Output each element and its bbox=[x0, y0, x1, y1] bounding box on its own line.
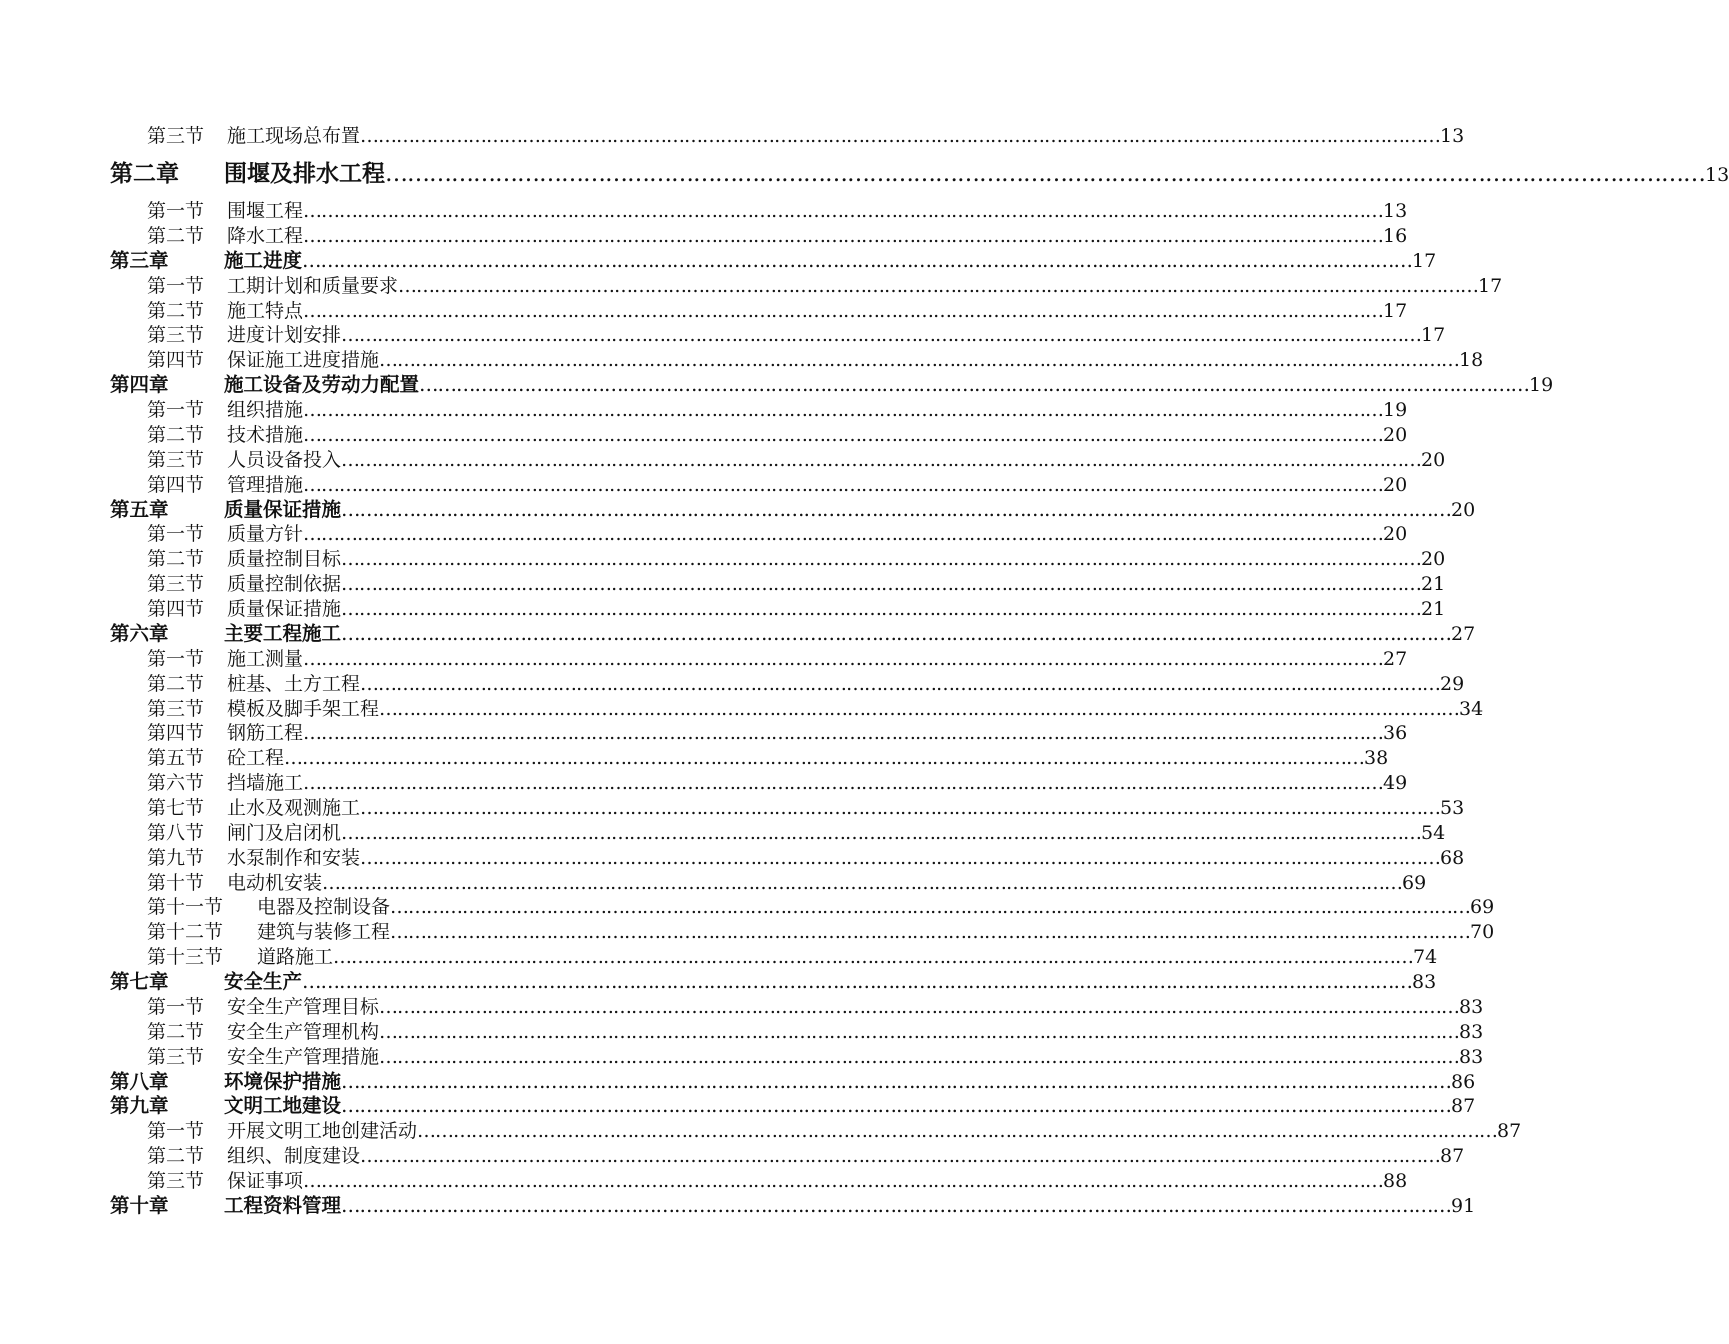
toc-section-entry[interactable] bbox=[147, 995, 1484, 1019]
dot-leader: ……………………………………………………………………………………………………………………………………………………………… bbox=[303, 299, 1384, 322]
toc-section-entry[interactable] bbox=[147, 1119, 1522, 1143]
toc-section-entry[interactable] bbox=[147, 796, 1465, 820]
section-number: 第九节 bbox=[147, 846, 205, 869]
page-number: 83 bbox=[1459, 1045, 1484, 1068]
section-title: 进度计划安排 bbox=[227, 324, 342, 347]
dot-leader: ……………………………………………………………………………………………………………………………………………………………… bbox=[303, 647, 1384, 670]
section-title: 水泵制作和安装 bbox=[227, 846, 361, 869]
page-number: 87 bbox=[1497, 1120, 1522, 1143]
section-number: 第二节 bbox=[147, 225, 205, 247]
dot-leader: ……………………………………………………………………………………………………………………………………………………………… bbox=[360, 1145, 1441, 1168]
toc-section-entry[interactable] bbox=[147, 1045, 1484, 1069]
section-number: 第一节 bbox=[147, 399, 205, 422]
dot-leader: ……………………………………………………………………………………………………………………………………………………………… bbox=[341, 573, 1422, 596]
page-number: 17 bbox=[1412, 249, 1437, 272]
page-number: 70 bbox=[1470, 921, 1495, 944]
section-title: 建筑与装修工程 bbox=[257, 921, 391, 944]
section-title: 钢筋工程 bbox=[227, 722, 304, 745]
section-number: 第二节 bbox=[147, 299, 205, 322]
section-number: 第八节 bbox=[147, 821, 205, 844]
section-number: 第四节 bbox=[147, 598, 205, 621]
chapter-title: 文明工地建设 bbox=[224, 1094, 342, 1118]
toc-section-entry[interactable] bbox=[147, 746, 1389, 770]
page-number: 17 bbox=[1383, 299, 1408, 322]
toc-section-entry[interactable] bbox=[147, 1169, 1408, 1193]
toc-section-entry[interactable] bbox=[147, 473, 1408, 497]
section-title: 模板及脚手架工程 bbox=[227, 697, 380, 720]
chapter-title: 主要工程施工 bbox=[224, 621, 342, 645]
section-number: 第三节 bbox=[147, 1045, 205, 1068]
chapter-title: 围堰及排水工程 bbox=[224, 160, 385, 187]
page-number: 69 bbox=[1470, 896, 1495, 919]
page-number: 53 bbox=[1440, 797, 1465, 819]
toc-section-entry[interactable] bbox=[147, 1020, 1484, 1044]
page-number: 68 bbox=[1440, 846, 1465, 869]
page-number: 13 bbox=[1705, 164, 1729, 186]
section-number: 第二节 bbox=[147, 1020, 205, 1043]
section-number: 第一节 bbox=[147, 995, 205, 1018]
toc-section-entry[interactable] bbox=[147, 398, 1408, 422]
section-title: 施工测量 bbox=[227, 647, 304, 670]
dot-leader: ……………………………………………………………………………………………………………………………………………………………… bbox=[303, 722, 1384, 745]
toc-chapter-entry[interactable] bbox=[110, 970, 1437, 994]
section-number: 第七节 bbox=[147, 797, 205, 819]
page-number: 20 bbox=[1383, 523, 1408, 546]
chapter-number: 第九章 bbox=[110, 1094, 169, 1118]
toc-chapter-entry[interactable] bbox=[110, 1069, 1476, 1094]
section-title: 安全生产管理目标 bbox=[227, 995, 380, 1018]
chapter-number: 第五章 bbox=[110, 497, 169, 521]
page-number: 17 bbox=[1478, 274, 1503, 297]
toc-section-entry[interactable] bbox=[147, 920, 1495, 944]
toc-section-entry[interactable] bbox=[147, 547, 1446, 571]
dot-leader: ……………………………………………………………………………………………………………………………………………………………… bbox=[303, 772, 1384, 795]
section-title: 电动机安装 bbox=[227, 871, 323, 894]
dot-leader: ……………………………………………………………………………………………………………………………………………………………… bbox=[303, 399, 1384, 422]
page-number: 83 bbox=[1459, 1020, 1484, 1043]
toc-section-entry[interactable] bbox=[147, 647, 1408, 671]
chapter-title: 环境保护措施 bbox=[224, 1069, 342, 1093]
chapter-number: 第八章 bbox=[110, 1069, 169, 1093]
page-number: 20 bbox=[1451, 498, 1476, 521]
page-number: 87 bbox=[1451, 1095, 1476, 1118]
toc-section-entry[interactable] bbox=[147, 672, 1465, 696]
dot-leader: ……………………………………………………………………………………………………………………………………………………………… bbox=[360, 846, 1441, 869]
chapter-title: 质量保证措施 bbox=[224, 497, 342, 521]
toc-chapter-entry[interactable] bbox=[110, 1094, 1476, 1118]
dot-leader: ……………………………………………………………………………………………………………………………………………………………… bbox=[379, 1020, 1460, 1043]
page-number: 21 bbox=[1421, 573, 1446, 596]
toc-section-entry[interactable] bbox=[147, 448, 1446, 472]
toc-section-entry[interactable] bbox=[147, 423, 1408, 447]
chapter-number: 第二章 bbox=[110, 160, 179, 187]
section-title: 技术措施 bbox=[227, 423, 304, 446]
toc-section-entry[interactable] bbox=[147, 572, 1446, 596]
dot-leader: ……………………………………………………………………………………………………………………………………………………………… bbox=[303, 1170, 1384, 1193]
dot-leader: ……………………………………………………………………………………………………………………………………………………………… bbox=[379, 697, 1460, 720]
page-number: 91 bbox=[1451, 1194, 1476, 1217]
page-number: 20 bbox=[1383, 473, 1408, 496]
page-number: 69 bbox=[1402, 871, 1427, 894]
section-number: 第一节 bbox=[147, 274, 205, 297]
section-title: 质量控制依据 bbox=[227, 573, 342, 596]
page-number: 83 bbox=[1459, 995, 1484, 1018]
dot-leader: ……………………………………………………………………………………………………………………………………………………………… bbox=[303, 200, 1384, 222]
section-number: 第十三节 bbox=[147, 946, 224, 969]
toc-section-entry[interactable] bbox=[147, 771, 1408, 795]
section-title: 施工现场总布置 bbox=[227, 125, 361, 147]
page-number: 27 bbox=[1451, 622, 1476, 645]
page-number: 83 bbox=[1412, 971, 1437, 994]
dot-leader: ……………………………………………………………………………………………………………………………………………………………… bbox=[341, 497, 1452, 521]
dot-leader: ……………………………………………………………………………………………………………………………………………………………… bbox=[360, 125, 1441, 147]
section-title: 安全生产管理措施 bbox=[227, 1045, 380, 1068]
dot-leader: ……………………………………………………………………………………………………………………………………………………………… bbox=[341, 324, 1422, 347]
dot-leader: ……………………………………………………………………………………………………………………………………………………………… bbox=[302, 970, 1413, 994]
dot-leader: ……………………………………………………………………………………………………………………………………………………………… bbox=[379, 1045, 1460, 1068]
section-title: 闸门及启闭机 bbox=[227, 821, 342, 844]
section-title: 围堰工程 bbox=[227, 200, 304, 222]
section-title: 安全生产管理机构 bbox=[227, 1020, 380, 1043]
section-number: 第四节 bbox=[147, 473, 205, 496]
page-number: 18 bbox=[1459, 349, 1484, 372]
toc-section-entry[interactable] bbox=[147, 522, 1408, 546]
section-title: 电器及控制设备 bbox=[257, 896, 391, 919]
dot-leader: ……………………………………………………………………………………………………………………………………………………………… bbox=[341, 621, 1452, 645]
toc-section-entry[interactable] bbox=[147, 697, 1484, 721]
section-number: 第三节 bbox=[147, 697, 205, 720]
page-number: 19 bbox=[1529, 374, 1554, 397]
page-number: 29 bbox=[1440, 672, 1465, 695]
section-title: 施工特点 bbox=[227, 299, 304, 322]
dot-leader: ……………………………………………………………………………………………………………………………………………………………… bbox=[379, 995, 1460, 1018]
chapter-number: 第三章 bbox=[110, 248, 169, 272]
toc-section-entry[interactable] bbox=[147, 199, 1408, 223]
section-title: 工期计划和质量要求 bbox=[227, 274, 399, 297]
dot-leader: ……………………………………………………………………………………………………………………………………………………………… bbox=[303, 225, 1384, 247]
section-number: 第二节 bbox=[147, 423, 205, 446]
chapter-number: 第六章 bbox=[110, 621, 169, 645]
dot-leader: ……………………………………………………………………………………………………………………………………………………………… bbox=[341, 598, 1422, 621]
section-number: 第一节 bbox=[147, 647, 205, 670]
chapter-title: 施工设备及劳动力配置 bbox=[224, 373, 420, 397]
toc-section-entry[interactable] bbox=[147, 124, 1465, 148]
page-number: 27 bbox=[1383, 647, 1408, 670]
section-number: 第十一节 bbox=[147, 896, 224, 919]
toc-section-entry[interactable] bbox=[147, 1144, 1465, 1168]
page-number: 36 bbox=[1383, 722, 1408, 745]
page-number: 20 bbox=[1383, 423, 1408, 446]
dot-leader: ……………………………………………………………………………………………………………………………………………………………… bbox=[302, 248, 1413, 272]
section-number: 第一节 bbox=[147, 1120, 205, 1143]
toc-chapter-entry[interactable] bbox=[110, 248, 1437, 273]
chapter-number: 第十章 bbox=[110, 1193, 169, 1217]
page-number: 54 bbox=[1421, 821, 1446, 844]
toc-chapter-entry[interactable] bbox=[110, 1193, 1476, 1218]
dot-leader: ……………………………………………………………………………………………………………………………………………………………… bbox=[284, 747, 1365, 770]
dot-leader: ……………………………………………………………………………………………………………………………………………………………… bbox=[322, 871, 1403, 894]
toc-chapter-entry[interactable] bbox=[110, 373, 1554, 397]
section-title: 管理措施 bbox=[227, 473, 304, 496]
toc-section-entry[interactable] bbox=[147, 721, 1408, 745]
section-title: 止水及观测施工 bbox=[227, 797, 361, 819]
section-number: 第五节 bbox=[147, 747, 205, 770]
page-number: 74 bbox=[1413, 946, 1438, 969]
page-number: 34 bbox=[1459, 697, 1484, 720]
toc-chapter-entry[interactable] bbox=[110, 621, 1476, 646]
page-number: 19 bbox=[1383, 399, 1408, 422]
toc-section-entry[interactable] bbox=[147, 299, 1408, 323]
section-number: 第三节 bbox=[147, 125, 205, 147]
chapter-number: 第七章 bbox=[110, 970, 169, 994]
toc-section-entry[interactable] bbox=[147, 945, 1438, 969]
dot-leader: ……………………………………………………………………………………………………………………………………………………………… bbox=[390, 896, 1471, 919]
section-title: 桩基、土方工程 bbox=[227, 672, 361, 695]
dot-leader: ……………………………………………………………………………………………………………………………………………………………… bbox=[379, 349, 1460, 372]
toc-chapter-entry[interactable] bbox=[110, 497, 1476, 522]
dot-leader: ……………………………………………………………………………………………………………………………………………………………… bbox=[360, 797, 1441, 819]
section-title: 降水工程 bbox=[227, 225, 304, 247]
section-number: 第三节 bbox=[147, 448, 205, 471]
section-title: 质量方针 bbox=[227, 523, 304, 546]
section-title: 保证施工进度措施 bbox=[227, 349, 380, 372]
section-title: 质量控制目标 bbox=[227, 548, 342, 571]
toc-chapter-entry[interactable] bbox=[110, 159, 1729, 189]
page-number: 13 bbox=[1440, 125, 1465, 147]
page-number: 16 bbox=[1383, 225, 1408, 247]
toc-section-entry[interactable] bbox=[147, 821, 1446, 845]
section-title: 挡墙施工 bbox=[227, 772, 304, 795]
toc-section-entry[interactable] bbox=[147, 597, 1446, 621]
dot-leader: ……………………………………………………………………………………………………………………………………………………………… bbox=[419, 373, 1530, 397]
chapter-number: 第四章 bbox=[110, 373, 169, 397]
toc-section-entry[interactable] bbox=[147, 895, 1495, 919]
dot-leader: ……………………………………………………………………………………………………………………………………………………………… bbox=[385, 161, 1705, 187]
section-title: 砼工程 bbox=[227, 747, 285, 770]
section-title: 组织、制度建设 bbox=[227, 1145, 361, 1168]
toc-section-entry[interactable] bbox=[147, 323, 1446, 347]
dot-leader: ……………………………………………………………………………………………………………………………………………………………… bbox=[398, 274, 1479, 297]
chapter-title: 施工进度 bbox=[224, 248, 303, 272]
dot-leader: ……………………………………………………………………………………………………………………………………………………………… bbox=[303, 523, 1384, 546]
section-number: 第十节 bbox=[147, 871, 205, 894]
page-number: 87 bbox=[1440, 1145, 1465, 1168]
dot-leader: ……………………………………………………………………………………………………………………………………………………………… bbox=[341, 1069, 1452, 1093]
section-title: 组织措施 bbox=[227, 399, 304, 422]
toc-section-entry[interactable] bbox=[147, 871, 1427, 895]
toc-section-entry[interactable] bbox=[147, 348, 1484, 372]
section-number: 第三节 bbox=[147, 1170, 205, 1193]
section-number: 第二节 bbox=[147, 1145, 205, 1168]
dot-leader: ……………………………………………………………………………………………………………………………………………………………… bbox=[341, 821, 1422, 844]
dot-leader: ……………………………………………………………………………………………………………………………………………………………… bbox=[390, 921, 1471, 944]
section-number: 第四节 bbox=[147, 722, 205, 745]
section-title: 保证事项 bbox=[227, 1170, 304, 1193]
dot-leader: ……………………………………………………………………………………………………………………………………………………………… bbox=[360, 672, 1441, 695]
dot-leader: ……………………………………………………………………………………………………………………………………………………………… bbox=[341, 448, 1422, 471]
section-number: 第三节 bbox=[147, 324, 205, 347]
section-number: 第一节 bbox=[147, 523, 205, 546]
chapter-title: 工程资料管理 bbox=[224, 1193, 342, 1217]
section-title: 开展文明工地创建活动 bbox=[227, 1120, 418, 1143]
page-number: 20 bbox=[1421, 448, 1446, 471]
page-number: 38 bbox=[1364, 747, 1389, 770]
dot-leader: ……………………………………………………………………………………………………………………………………………………………… bbox=[341, 1193, 1452, 1217]
chapter-title: 安全生产 bbox=[224, 970, 303, 994]
page-number: 13 bbox=[1383, 200, 1408, 222]
page-number: 21 bbox=[1421, 598, 1446, 621]
section-number: 第二节 bbox=[147, 672, 205, 695]
section-number: 第四节 bbox=[147, 349, 205, 372]
page-number: 86 bbox=[1451, 1070, 1476, 1093]
section-number: 第十二节 bbox=[147, 921, 224, 944]
section-number: 第三节 bbox=[147, 573, 205, 596]
dot-leader: ……………………………………………………………………………………………………………………………………………………………… bbox=[341, 548, 1422, 571]
page-number: 17 bbox=[1421, 324, 1446, 347]
page-number: 49 bbox=[1383, 772, 1408, 795]
section-number: 第一节 bbox=[147, 200, 205, 222]
section-title: 道路施工 bbox=[257, 946, 334, 969]
toc-section-entry[interactable] bbox=[147, 846, 1465, 870]
section-title: 质量保证措施 bbox=[227, 598, 342, 621]
dot-leader: ……………………………………………………………………………………………………………………………………………………………… bbox=[417, 1120, 1498, 1143]
page-number: 20 bbox=[1421, 548, 1446, 571]
page-number: 88 bbox=[1383, 1170, 1408, 1193]
dot-leader: ……………………………………………………………………………………………………………………………………………………………… bbox=[303, 423, 1384, 446]
section-number: 第二节 bbox=[147, 548, 205, 571]
dot-leader: ……………………………………………………………………………………………………………………………………………………………… bbox=[303, 473, 1384, 496]
toc-section-entry[interactable] bbox=[147, 274, 1503, 298]
section-title: 人员设备投入 bbox=[227, 448, 342, 471]
dot-leader: ……………………………………………………………………………………………………………………………………………………………… bbox=[341, 1094, 1452, 1118]
dot-leader: ……………………………………………………………………………………………………………………………………………………………… bbox=[333, 946, 1414, 969]
toc-section-entry[interactable] bbox=[147, 224, 1408, 248]
section-number: 第六节 bbox=[147, 772, 205, 795]
